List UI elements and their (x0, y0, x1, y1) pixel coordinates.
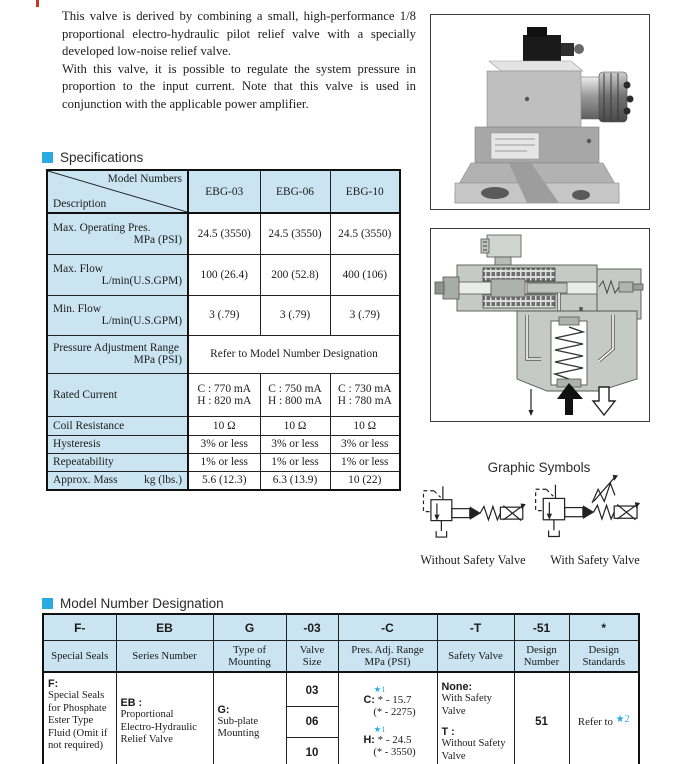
cross-section-illustration (431, 229, 647, 419)
code-cell: -03 (286, 614, 338, 641)
row-label-cell: Rated Current (47, 373, 188, 416)
label-cell: Valve Size (286, 641, 338, 673)
intro-text (62, 8, 416, 113)
spec-value: 3% or less (188, 435, 260, 453)
row-label-cell: Hysteresis (47, 435, 188, 453)
blue-square-icon (42, 598, 53, 609)
pressure-range-cell: ★1 C: * - 15.7 (* - 2275) ★1 H: * - 24.5 (* - 3550) (338, 672, 437, 764)
spec-value: 6.3 (13.9) (260, 471, 330, 490)
spec-value: 200 (52.8) (260, 254, 330, 295)
spec-value: 1% or less (330, 453, 400, 471)
design-standards-cell: Refer to ★2 (569, 672, 639, 764)
model-number-table (42, 613, 640, 764)
spec-value: 3 (.79) (188, 295, 260, 335)
valve-size-option: 06 (287, 707, 338, 738)
hydraulic-symbol-with-safety (528, 472, 650, 555)
special-seals-cell: F: Special Seals for Phosphate Ester Type Fluid (Omit if not required) (43, 672, 116, 764)
graphic-symbols-title: Graphic Symbols (487, 460, 591, 475)
without-safety-valve-label: Without Safety Valve (420, 553, 526, 567)
code-cell: -C (338, 614, 437, 641)
spec-value: 24.5 (3550) (260, 213, 330, 254)
row-label-cell: Max. Operating Pres. MPa (PSI) (47, 213, 188, 254)
label-cell: Type of Mounting (213, 641, 286, 673)
code-cell: F- (43, 614, 116, 641)
spec-value: 10 Ω (260, 416, 330, 435)
code-cell: * (569, 614, 639, 641)
valve-photo (430, 14, 650, 210)
label-cell: Series Number (116, 641, 213, 673)
footnote-star-1: ★1 (373, 724, 386, 734)
code-cell: -T (437, 614, 514, 641)
model-number-heading (42, 596, 224, 611)
corner-header-cell (47, 170, 188, 213)
footnote-star-1: ★1 (373, 684, 386, 695)
hydraulic-symbol-without-safety (416, 486, 528, 555)
spec-value: 10 Ω (330, 416, 400, 435)
valve-size-option: 03 (287, 676, 338, 707)
spec-value: 1% or less (260, 453, 330, 471)
spec-value: 100 (26.4) (188, 254, 260, 295)
row-label-cell: Pressure Adjustment Range MPa (PSI) (47, 335, 188, 373)
corner-bottom-label: Description (53, 198, 107, 210)
blue-square-icon (42, 152, 53, 163)
series-number-cell: EB : Proportional Electro-Hydraulic Relief Valve (116, 672, 213, 764)
specifications-title: Specifications (60, 150, 144, 165)
spec-value: 24.5 (3550) (188, 213, 260, 254)
safety-valve-cell: None: With Safety Valve T : Without Safety Valve (437, 672, 514, 764)
spec-value: 1% or less (188, 453, 260, 471)
spec-value: 3% or less (330, 435, 400, 453)
label-cell: Design Standards (569, 641, 639, 673)
corner-top-label: Model Numbers (107, 173, 182, 185)
code-cell: G (213, 614, 286, 641)
valve-size-cell (286, 672, 338, 764)
code-cell: EB (116, 614, 213, 641)
column-header: EBG-10 (330, 170, 400, 213)
spec-value: 5.6 (12.3) (188, 471, 260, 490)
footnote-star-2: ★2 (615, 714, 630, 725)
spec-value: 10 Ω (188, 416, 260, 435)
spec-span-value: Refer to Model Number Designation (188, 335, 400, 373)
design-number-cell: 51 (514, 672, 569, 764)
column-header: EBG-03 (188, 170, 260, 213)
valve-photo-illustration (431, 15, 647, 207)
row-label-cell: Coil Resistance (47, 416, 188, 435)
spec-value: 24.5 (3550) (330, 213, 400, 254)
column-header: EBG-06 (260, 170, 330, 213)
spec-value: C : 730 mA H : 780 mA (330, 373, 400, 416)
spec-value: C : 770 mA H : 820 mA (188, 373, 260, 416)
model-number-title: Model Number Designation (60, 596, 224, 611)
spec-value: 10 (22) (330, 471, 400, 490)
spec-value: 400 (106) (330, 254, 400, 295)
intro-paragraph-1: This valve is derived by combining a small, high-performance 1/8 proportional electro-hydraulic pilot relief valve with a specially developed low-noise relief valve. (62, 9, 416, 59)
label-cell: Special Seals (43, 641, 116, 673)
code-cell: -51 (514, 614, 569, 641)
spec-value: 3% or less (260, 435, 330, 453)
label-cell: Design Number (514, 641, 569, 673)
valve-size-option: 10 (305, 747, 319, 759)
intro-paragraph-2: With this valve, it is possible to regulate the system pressure in proportion to the input current. Note that this valve is used in conjunction with the applicable power amplifier. (62, 61, 416, 111)
mounting-cell: G: Sub-plate Mounting (213, 672, 286, 764)
spec-value: 3 (.79) (330, 295, 400, 335)
label-cell: Pres. Adj. Range MPa (PSI) (338, 641, 437, 673)
specifications-table (46, 169, 401, 491)
row-label-cell: Max. Flow L/min(U.S.GPM) (47, 254, 188, 295)
spec-value: C : 750 mA H : 800 mA (260, 373, 330, 416)
specifications-heading (42, 150, 143, 165)
row-label-cell: Approx. Mass kg (lbs.) (47, 471, 188, 490)
spec-value: 3 (.79) (260, 295, 330, 335)
label-cell: Safety Valve (437, 641, 514, 673)
row-label-cell: Repeatability (47, 453, 188, 471)
cross-section-diagram (430, 228, 650, 422)
with-safety-valve-label: With Safety Valve (550, 553, 640, 567)
row-label-cell: Min. Flow L/min(U.S.GPM) (47, 295, 188, 335)
crop-mark (36, 0, 39, 7)
